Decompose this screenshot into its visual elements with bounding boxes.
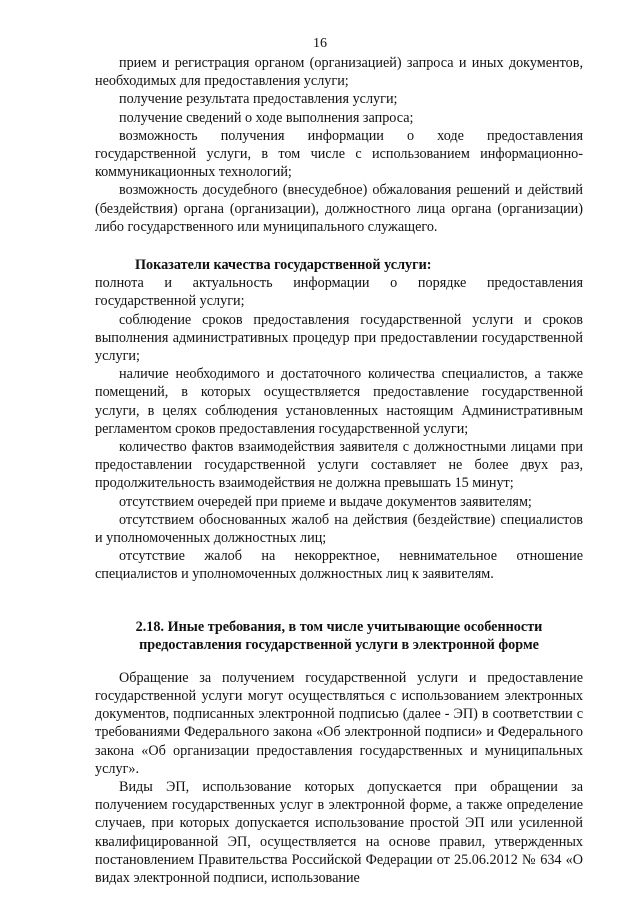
paragraph-group-electronic — [95, 669, 583, 887]
paragraph: получение сведений о ходе выполнения запроса; — [119, 109, 414, 126]
paragraph: Обращение за получением государственной услуги и предоставление государственной услуги могут осуществляться с использованием электронных документов, подписанных электронной подписью (далее - ЭП) в соответствии с требованиями Федерального закона «Об электронной подписи» и Федерального закона «Об организации предоставления государственных и муниципальных услуг». — [95, 669, 583, 777]
paragraph: наличие необходимого и достаточного количества специалистов, а также помещений, в которых осуществляется предоставление государственной услуги, в целях соблюдения установленных настоящим Административным регламентом сроков предоставления государственной услуги; — [95, 366, 583, 437]
spacer — [95, 236, 583, 256]
spacer — [95, 584, 583, 618]
paragraph: прием и регистрация органом (организацией) запроса и иных документов, необходимых для предоставления услуги; — [95, 55, 583, 90]
paragraph: полнота и актуальность информации о порядке предоставления государственной услуги; — [95, 275, 583, 310]
paragraph: отсутствием очередей при приеме и выдаче документов заявителям; — [119, 493, 532, 510]
section-title-line-1: 2.18. Иные требования, в том числе учитывающие особенности — [135, 618, 543, 635]
paragraph: количество фактов взаимодействия заявителя с должностными лицами при предоставлении государственной услуги составляет не более двух раз, продолжительность взаимодействия не должна превышать 15 минут; — [95, 439, 583, 492]
paragraph: получение результата предоставления услуги; — [119, 91, 398, 108]
paragraph: возможность досудебного (внесудебное) обжалования решений и действий (бездействия) органа (организации), должностного лица органа (организации) либо государственного или муниципального служащего. — [95, 182, 583, 235]
spacer — [95, 655, 583, 669]
paragraph: соблюдение сроков предоставления государственной услуги и сроков выполнения административных процедур при предоставлении государственной услуги; — [95, 311, 583, 365]
page-content — [95, 54, 583, 887]
quality-heading: Показатели качества государственной услуги: — [135, 257, 432, 274]
paragraph: возможность получения информации о ходе предоставления государственной услуги, в том числе с использованием информационно-коммуникационных технологий; — [95, 127, 583, 181]
paragraph: отсутствие жалоб на некорректное, невнимательное отношение специалистов и уполномоченных должностных лиц к заявителям. — [95, 548, 583, 583]
section-title-line-2: предоставления государственной услуги в электронной форме — [139, 637, 539, 654]
page-number: 16 — [313, 36, 327, 51]
paragraph: Виды ЭП, использование которых допускается при обращении за получением государственных услуг в электронной форме, а также определение случаев, при которых допускается использование простой ЭП или усиленной квалифицированной ЭП, осуществляется на основе правил, утвержденных постановлением Правительства Российской Федерации от 25.06.2012 № 634 «О видах электронной подписи, использование — [95, 778, 583, 886]
paragraph: отсутствием обоснованных жалоб на действия (бездействие) специалистов и уполномоченных должностных лиц; — [95, 511, 583, 547]
paragraph-group-access — [95, 54, 583, 236]
paragraph-group-quality — [95, 274, 583, 583]
